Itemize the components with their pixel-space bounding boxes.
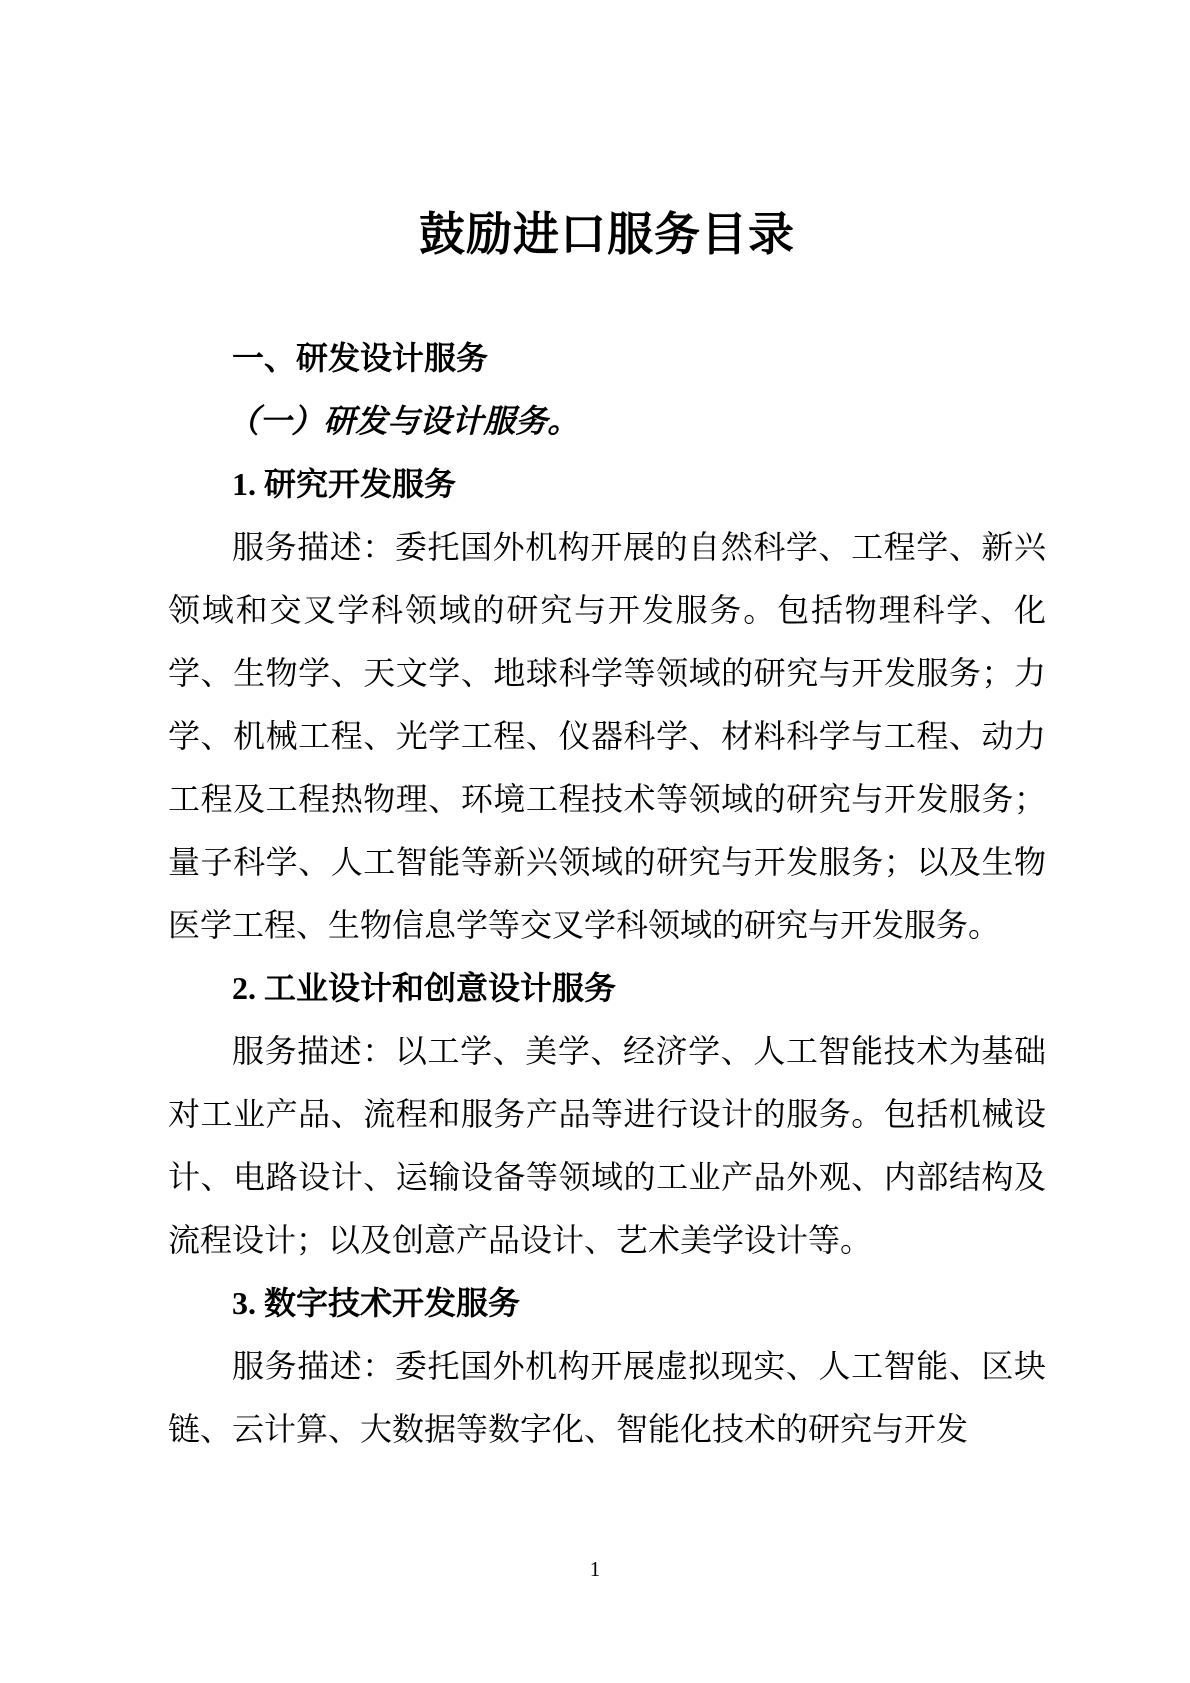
subsection-heading: （一）研发与设计服务。 bbox=[227, 403, 580, 439]
item-heading-2: 2. 工业设计和创意设计服务 bbox=[232, 970, 617, 1006]
item-paragraph-1: 服务描述：委托国外机构开展的自然科学、工程学、新兴领域和交叉学科领域的研究与开发服务。包括物理科学、化学、生物学、天文学、地球科学等领域的研究与开发服务；力学、机械工程、光学工程、仪器科学、材料科学与工程、动力工程及工程热物理、环境工程技术等领域的研究与开发服务；量子科学、人工智能等新兴领域的研究与开发服务；以及生物医学工程、生物信息学等交叉学科领域的研究与开发服务。 bbox=[168, 529, 1046, 943]
document-title: 鼓励进口服务目录 bbox=[419, 209, 795, 260]
item-heading-1: 1. 研究开发服务 bbox=[232, 466, 457, 502]
item-paragraph-3: 服务描述：委托国外机构开展虚拟现实、人工智能、区块链、云计算、大数据等数字化、智能化技术的研究与开发 bbox=[168, 1348, 1046, 1447]
page-number: 1 bbox=[589, 1557, 601, 1581]
document-body bbox=[168, 204, 1046, 1461]
item-heading-3: 3. 数字技术开发服务 bbox=[232, 1285, 521, 1321]
section-heading: 一、研发设计服务 bbox=[232, 340, 489, 376]
item-paragraph-2: 服务描述：以工学、美学、经济学、人工智能技术为基础对工业产品、流程和服务产品等进行设计的服务。包括机械设计、电路设计、运输设备等领域的工业产品外观、内部结构及流程设计；以及创意产品设计、艺术美学设计等。 bbox=[168, 1033, 1046, 1258]
